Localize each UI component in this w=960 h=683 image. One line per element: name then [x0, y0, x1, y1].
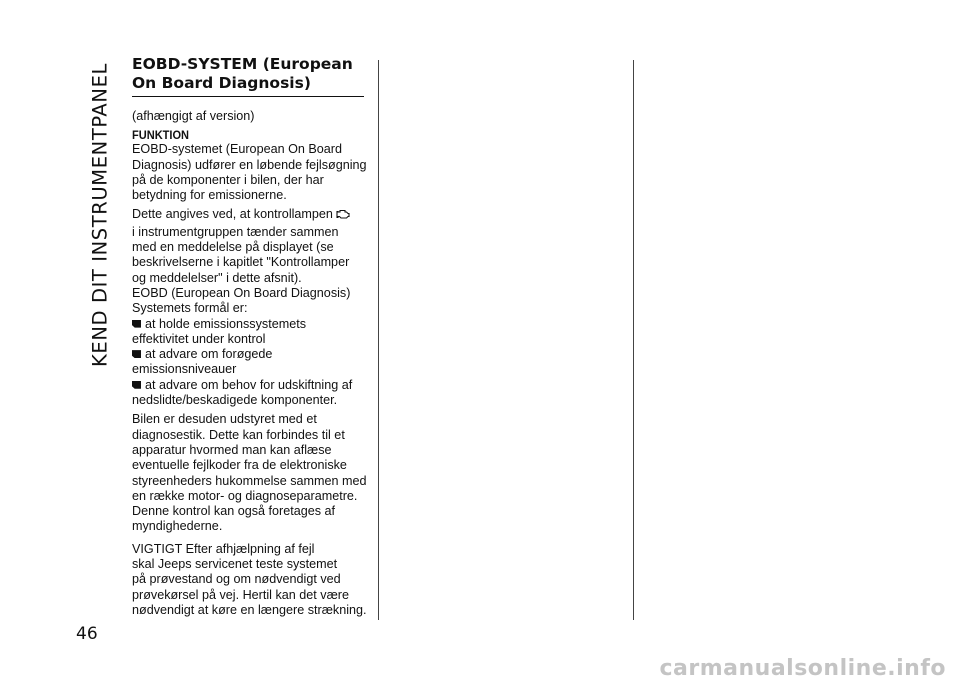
- subheading-funktion: FUNKTION: [132, 128, 190, 143]
- column-divider-right: [633, 60, 634, 620]
- paragraph-3: Bilen er desuden udstyret med et diagnosestik. Dette kan forbindes til et apparatur hvormed man kan aflæse eventuelle fejlkoder fra de elektroniske styreenheders hukommelse sammen med en række motor- og diagnoseparametre. Denne kontrol kan også foretages af myndighederne.: [132, 412, 367, 534]
- section-heading: EOBD-SYSTEM (European On Board Diagnosis): [132, 55, 364, 97]
- content-column: [132, 55, 372, 618]
- bullet-marker-icon: [132, 320, 141, 328]
- bullet-list: at holde emissionssystemets effektivitet under kontrol at advare om forøgede emissionsniveauer at advare om behov for udskiftning af nedslidte/beskadigede komponenter.: [132, 316, 353, 408]
- paragraph-1: EOBD-systemet (European On Board Diagnosis) udfører en løbende fejlsøgning på de komponenter i bilen, der har betydning for emissionerne.: [132, 142, 367, 203]
- paragraph-2: Dette angives ved, at kontrollampen i instrumentgruppen tænder sammen med en meddelelse på displayet (se beskrivelserne i kapitlet "Kontrollamper og meddelelser" i dette afsnit). EOBD (European On Board Diagnosis) Systemets formål er:: [132, 207, 351, 316]
- engine-check-icon: [336, 209, 350, 224]
- watermark: carmanualsonline.info: [659, 656, 946, 681]
- chapter-side-title: KEND DIT INSTRUMENTPANEL: [88, 63, 112, 367]
- bullet-marker-icon: [132, 381, 141, 389]
- version-note: (afhængigt af version): [132, 109, 255, 123]
- bullet-marker-icon: [132, 350, 141, 358]
- paragraph-important: VIGTIGT Efter afhjælpning af fejl skal Jeeps servicenet teste systemet på prøvestand og om nødvendigt ved prøvekørsel på vej. Hertil kan det være nødvendigt at køre en længere strækning.: [132, 541, 367, 617]
- page-number: 46: [76, 624, 98, 644]
- column-divider-left: [378, 60, 379, 620]
